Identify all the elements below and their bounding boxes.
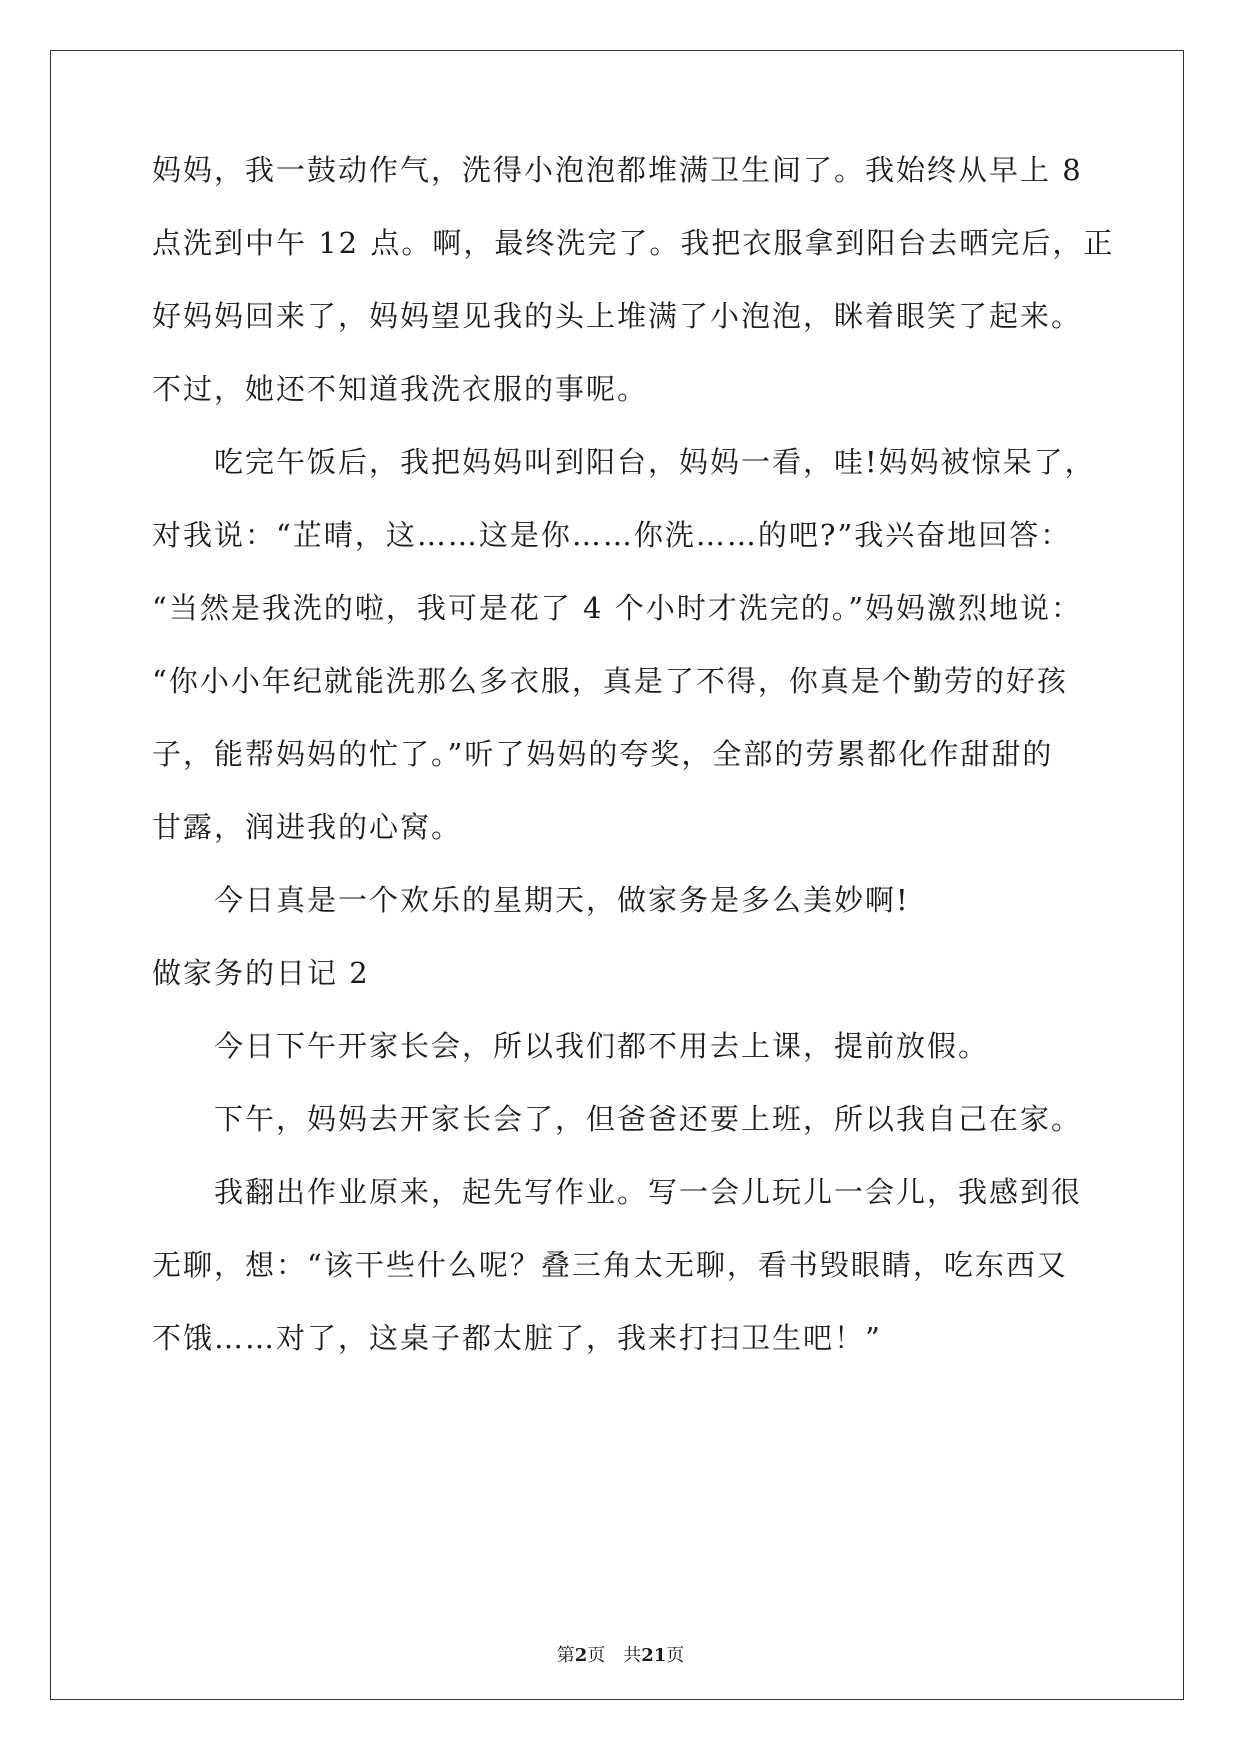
total-prefix: 共 (623, 1645, 642, 1666)
text-line: 不饿……对了，这桌子都太脏了，我来打扫卫生吧！” (152, 1321, 882, 1355)
page-prefix: 第 (556, 1645, 575, 1666)
total-pages: 21 (641, 1645, 667, 1666)
paragraph-start: 吃完午饭后，我把妈妈叫到阳台，妈妈一看，哇!妈妈被惊呆了， (214, 445, 1096, 479)
section-title: 做家务的日记 2 (152, 956, 370, 990)
paragraph-start: 今日真是一个欢乐的星期天，做家务是多么美妙啊! (214, 883, 910, 917)
text-line: 妈妈，我一鼓动作气，洗得小泡泡都堆满卫生间了。我始终从早上 8 (152, 153, 1083, 187)
text-line: 对我说：“芷晴，这……这是你……你洗……的吧?”我兴奋地回答： (152, 518, 1072, 552)
text-line: 点洗到中午 12 点。啊，最终洗完了。我把衣服拿到阳台去晒完后，正 (152, 226, 1115, 260)
page-footer (0, 1644, 1241, 1668)
paragraph-start: 今日下午开家长会，所以我们都不用去上课，提前放假。 (214, 1029, 990, 1063)
paragraph-start: 下午，妈妈去开家长会了，但爸爸还要上班，所以我自己在家。 (214, 1102, 1083, 1136)
page-number: 2 (574, 1645, 588, 1666)
total-suffix: 页 (666, 1645, 685, 1666)
text-line: “你小小年纪就能洗那么多衣服，真是了不得，你真是个勤劳的好孩 (152, 664, 1068, 698)
text-line: 好妈妈回来了，妈妈望见我的头上堆满了小泡泡，眯着眼笑了起来。 (152, 299, 1083, 333)
text-line: “当然是我洗的啦，我可是花了 4 个小时才洗完的。”妈妈激烈地说： (152, 591, 1083, 625)
text-line: 不过，她还不知道我洗衣服的事呢。 (152, 372, 649, 406)
text-line: 无聊，想：“该干些什么呢？叠三角太无聊，看书毁眼睛，吃东西又 (152, 1248, 1068, 1282)
text-line: 子，能帮妈妈的忙了。”听了妈妈的夸奖，全部的劳累都化作甜甜的 (152, 737, 1054, 771)
text-line: 甘露，润进我的心窝。 (152, 810, 463, 844)
paragraph-start: 我翻出作业原来，起先写作业。写一会儿玩儿一会儿，我感到很 (214, 1175, 1083, 1209)
page-suffix: 页 (587, 1645, 606, 1666)
